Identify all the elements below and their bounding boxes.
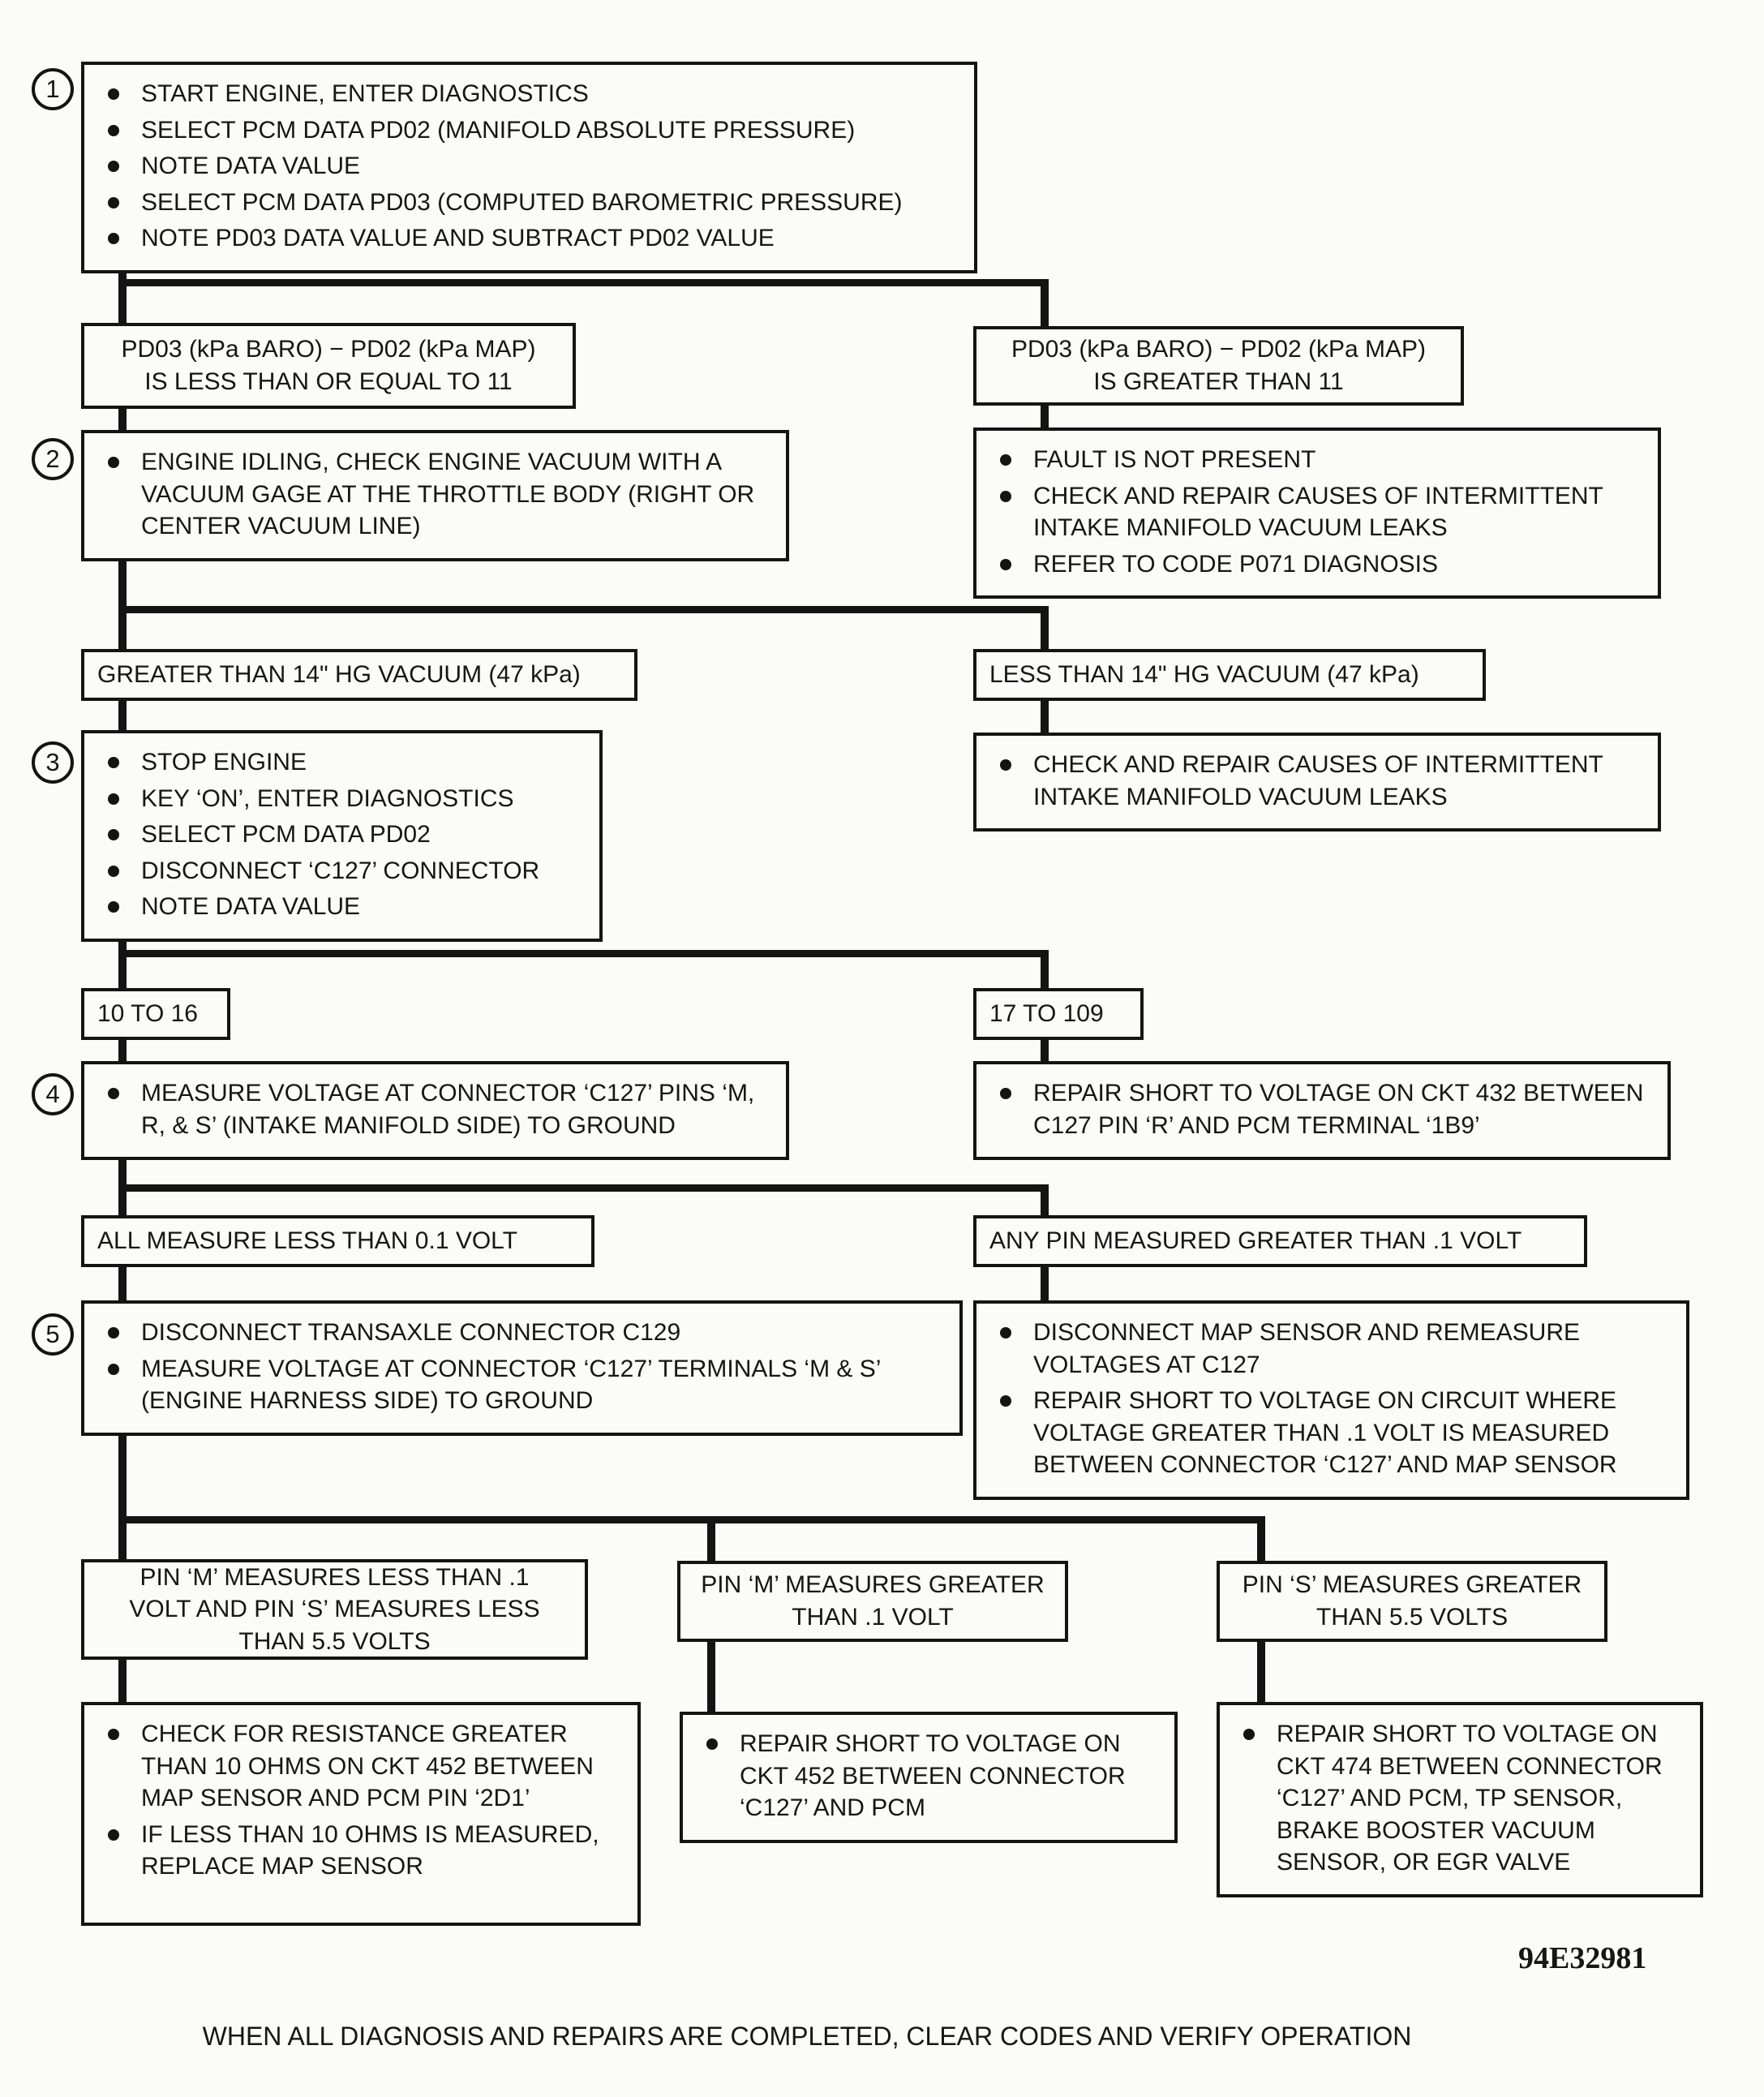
condition-line: PD03 (kPa BARO) − PD02 (kPa MAP)	[121, 336, 536, 363]
step-5-number: 5	[45, 1320, 60, 1348]
condition-pin-s-high	[1217, 1561, 1607, 1642]
list-item: IF LESS THAN 10 OHMS IS MEASURED, REPLACE MAP SENSOR	[96, 1819, 621, 1883]
condition-vacuum-greater-14	[81, 649, 637, 701]
footer-note: WHEN ALL DIAGNOSIS AND REPAIRS ARE COMPLETED, CLEAR CODES AND VERIFY OPERATION	[202, 2022, 1412, 2051]
condition-text: 17 TO 109	[989, 1000, 1104, 1028]
action-list	[976, 431, 1658, 595]
condition-pin-m-low-pin-s-low	[81, 1559, 588, 1660]
condition-vacuum-less-14	[973, 649, 1486, 701]
condition-10-to-16	[81, 988, 230, 1040]
step-3-number: 3	[45, 748, 60, 776]
condition-line: PIN ‘M’ MEASURES LESS THAN .1	[139, 1563, 530, 1591]
document-number: 94E32981	[1518, 1941, 1647, 1975]
condition-baro-minus-map-le-11	[81, 323, 576, 409]
step-1-number: 1	[45, 75, 60, 103]
action-list	[1220, 1705, 1700, 1894]
list-item: NOTE DATA VALUE	[96, 891, 583, 923]
step-5-box	[81, 1300, 963, 1436]
list-item: NOTE DATA VALUE	[96, 150, 958, 183]
list-item: START ENGINE, ENTER DIAGNOSTICS	[96, 78, 958, 110]
branch-line	[118, 950, 1049, 957]
condition-text: ANY PIN MEASURED GREATER THAN .1 VOLT	[989, 1227, 1522, 1255]
action-fault-not-present-box	[973, 428, 1661, 599]
step-2-box	[81, 430, 789, 561]
condition-line: THAN .1 VOLT	[792, 1604, 954, 1631]
action-list	[683, 1715, 1174, 1840]
branch-line	[118, 279, 1049, 286]
list-item: REPAIR SHORT TO VOLTAGE ON CKT 474 BETWEEN CONNECTOR ‘C127’ AND PCM, TP SENSOR, BRAKE BOOSTER VACUUM SENSOR, OR EGR VALVE	[1231, 1718, 1684, 1879]
step-2-list	[84, 433, 786, 558]
condition-line: THAN 5.5 VOLTS	[1315, 1604, 1509, 1631]
action-list	[976, 1304, 1686, 1497]
list-item: ENGINE IDLING, CHECK ENGINE VACUUM WITH A VACUUM GAGE AT THE THROTTLE BODY (RIGHT OR CENTER VACUUM LINE)	[96, 446, 770, 543]
step-3-box	[81, 730, 603, 942]
action-list	[976, 1064, 1667, 1157]
action-disconnect-map-sensor-box	[973, 1300, 1689, 1500]
step-2-number: 2	[45, 445, 60, 473]
action-repair-ckt432-box	[973, 1061, 1671, 1160]
step-1-list	[84, 65, 974, 270]
list-item: CHECK AND REPAIR CAUSES OF INTERMITTENT INTAKE MANIFOLD VACUUM LEAKS	[988, 749, 1642, 813]
list-item: REPAIR SHORT TO VOLTAGE ON CIRCUIT WHERE VOLTAGE GREATER THAN .1 VOLT IS MEASURED BETWEEN CONNECTOR ‘C127’ AND MAP SENSOR	[988, 1385, 1670, 1481]
action-check-resistance-box	[81, 1702, 641, 1926]
list-item: SELECT PCM DATA PD02	[96, 819, 583, 851]
condition-17-to-109	[973, 988, 1144, 1040]
list-item: REFER TO CODE P071 DIAGNOSIS	[988, 548, 1642, 581]
list-item: REPAIR SHORT TO VOLTAGE ON CKT 452 BETWEEN CONNECTOR ‘C127’ AND PCM	[694, 1728, 1158, 1824]
action-repair-vacuum-leaks-box	[973, 733, 1661, 831]
condition-baro-minus-map-gt-11	[973, 326, 1464, 406]
list-item: STOP ENGINE	[96, 746, 583, 779]
condition-pin-m-high	[677, 1561, 1068, 1642]
action-repair-ckt474-box	[1217, 1702, 1703, 1897]
list-item: NOTE PD03 DATA VALUE AND SUBTRACT PD02 VALUE	[96, 222, 958, 255]
connector-line	[118, 1412, 127, 1574]
action-list	[976, 736, 1658, 828]
branch-line	[118, 1516, 1265, 1523]
condition-line: IS GREATER THAN 11	[1093, 368, 1344, 395]
step-4-marker	[32, 1073, 74, 1115]
list-item: REPAIR SHORT TO VOLTAGE ON CKT 432 BETWEEN C127 PIN ‘R’ AND PCM TERMINAL ‘1B9’	[988, 1077, 1651, 1141]
step-3-marker	[32, 741, 74, 784]
condition-line: PIN ‘S’ MEASURES GREATER	[1242, 1571, 1582, 1599]
step-4-list	[84, 1064, 786, 1157]
step-3-list	[84, 733, 599, 939]
list-item: SELECT PCM DATA PD03 (COMPUTED BAROMETRIC PRESSURE)	[96, 187, 958, 219]
list-item: DISCONNECT TRANSAXLE CONNECTOR C129	[96, 1317, 943, 1349]
list-item: DISCONNECT MAP SENSOR AND REMEASURE VOLTAGES AT C127	[988, 1317, 1670, 1381]
list-item: MEASURE VOLTAGE AT CONNECTOR ‘C127’ PINS ‘M, R, & S’ (INTAKE MANIFOLD SIDE) TO GROUND	[96, 1077, 770, 1141]
list-item: KEY ‘ON’, ENTER DIAGNOSTICS	[96, 783, 583, 815]
condition-line: PD03 (kPa BARO) − PD02 (kPa MAP)	[1011, 336, 1426, 363]
step-2-marker	[32, 438, 74, 480]
condition-all-less-01-volt	[81, 1215, 594, 1267]
action-repair-ckt452-box	[680, 1712, 1178, 1843]
condition-any-greater-01-volt	[973, 1215, 1587, 1267]
step-4-number: 4	[45, 1080, 60, 1108]
condition-line: PIN ‘M’ MEASURES GREATER	[701, 1571, 1045, 1599]
list-item: CHECK FOR RESISTANCE GREATER THAN 10 OHMS ON CKT 452 BETWEEN MAP SENSOR AND PCM PIN ‘2D1’	[96, 1718, 621, 1815]
condition-line: IS LESS THAN OR EQUAL TO 11	[144, 368, 513, 395]
condition-text: 10 TO 16	[97, 1000, 198, 1028]
action-list	[84, 1705, 637, 1898]
step-5-marker	[32, 1313, 74, 1356]
step-4-box	[81, 1061, 789, 1160]
step-1-box	[81, 62, 977, 273]
step-5-list	[84, 1304, 959, 1433]
list-item: CHECK AND REPAIR CAUSES OF INTERMITTENT INTAKE MANIFOLD VACUUM LEAKS	[988, 480, 1642, 544]
condition-line: VOLT AND PIN ‘S’ MEASURES LESS	[129, 1596, 540, 1623]
condition-text: GREATER THAN 14" HG VACUUM (47 kPa)	[97, 661, 581, 689]
condition-text: ALL MEASURE LESS THAN 0.1 VOLT	[97, 1227, 517, 1255]
list-item: FAULT IS NOT PRESENT	[988, 444, 1642, 476]
condition-text: LESS THAN 14" HG VACUUM (47 kPa)	[989, 661, 1419, 689]
branch-line	[118, 606, 1049, 613]
list-item: SELECT PCM DATA PD02 (MANIFOLD ABSOLUTE PRESSURE)	[96, 114, 958, 147]
branch-line	[118, 1184, 1049, 1192]
condition-line: THAN 5.5 VOLTS	[238, 1627, 431, 1655]
step-1-marker	[32, 68, 74, 110]
list-item: DISCONNECT ‘C127’ CONNECTOR	[96, 855, 583, 887]
list-item: MEASURE VOLTAGE AT CONNECTOR ‘C127’ TERMINALS ‘M & S’ (ENGINE HARNESS SIDE) TO GROUND	[96, 1353, 943, 1417]
